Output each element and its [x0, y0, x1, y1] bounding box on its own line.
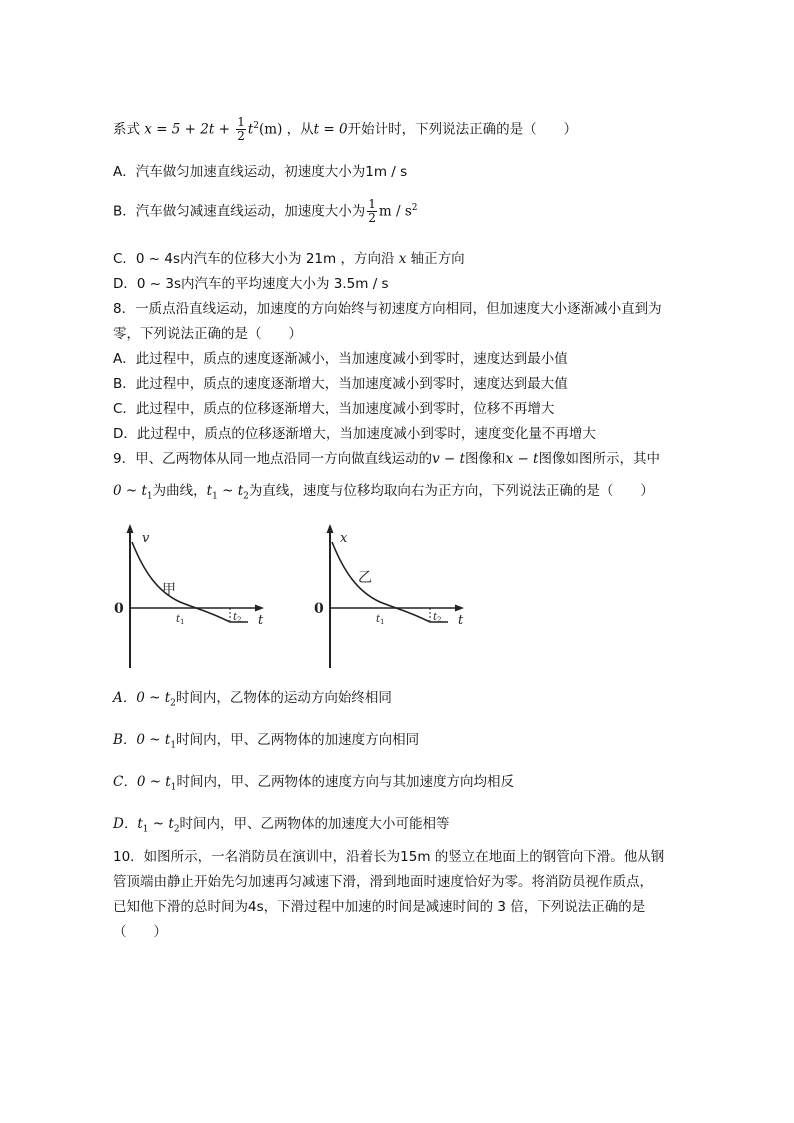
x-axis-label: t [458, 613, 464, 628]
q7-option-c-end: 轴正方向 [410, 251, 465, 267]
q9-t2: ~ t [217, 483, 244, 499]
q7-formula-part: x = 5 + 2t + [144, 121, 235, 138]
q7-formula-unit: (m) [259, 121, 283, 138]
option-range: A．0 ~ t [113, 690, 171, 706]
q10-stem-line-1: 10．如图所示，一名消防员在演训中，沿着长为15m 的竖立在地面上的钢管向下滑。他从钢 [113, 849, 665, 865]
q7-stem-mid: ，从 [286, 121, 314, 138]
t1-label: $t_1$ [376, 614, 385, 626]
t2-label: $t_2$ [233, 612, 242, 624]
y-axis-label: v [142, 531, 150, 546]
vt-graph [114, 522, 273, 672]
option-text: 时间内，甲、乙两物体的加速度大小可能相等 [179, 816, 450, 832]
q8-option-a: A．此过程中，质点的速度逐渐减小，当加速度减小到零时，速度达到最小值 [113, 351, 568, 367]
subscript: 2 [243, 491, 249, 502]
q7-stem-prefix: 系式 [113, 121, 140, 138]
q9-stem-line-2 [113, 481, 654, 507]
origin-label: 0 [114, 601, 124, 617]
q7-option-c-text: C．0 ~ 4s内汽车的位移大小为 21m ，方向沿 [113, 251, 395, 267]
x-axis-arrow [455, 605, 464, 612]
q7-stem-suffix: 开始计时，下列说法正确的是（ ） [347, 121, 578, 138]
q7-t0: t = 0 [313, 121, 348, 138]
q8-option-c: C．此过程中，质点的位移逐渐增大，当加速度减小到零时，位移不再增大 [113, 401, 555, 417]
fraction-numerator: 1 [237, 115, 245, 129]
q9-vt: v − t [432, 451, 466, 467]
q9-option-a [113, 688, 392, 714]
fraction-numerator: 1 [368, 197, 376, 211]
subscript: 1 [170, 782, 177, 793]
q7-option-c-x: x [398, 251, 407, 267]
fraction-denominator: 2 [368, 211, 376, 225]
option-range: ~ t [148, 816, 174, 832]
q10-stem-line-4: （ ） [113, 924, 167, 940]
subscript: 2 [173, 824, 180, 835]
q8-option-b: B．此过程中，质点的速度逐渐增大，当加速度减小到零时，速度达到最大值 [113, 376, 568, 392]
x-axis-label: t [258, 613, 264, 628]
option-range: D．t [113, 816, 143, 832]
q9-stem-text: 图像如图所示，其中 [538, 451, 660, 467]
option-range: B．0 ~ t [113, 732, 171, 748]
q9-option-b [113, 730, 419, 756]
q10-stem-line-3: 已知他下滑的总时间为4s，下滑过程中加速的时间是减速时间的 3 倍，下列说法正确的是 [113, 899, 646, 915]
q9-stem-line-1 [113, 449, 660, 469]
q7-option-b-exponent: 2 [411, 203, 418, 213]
y-axis-arrow [327, 524, 334, 533]
q8-option-d: D．此过程中，质点的位移逐渐增大，当加速度减小到零时，速度变化量不再增大 [113, 426, 596, 442]
curve-label-jia: 甲 [162, 582, 176, 598]
curve-jia [132, 542, 230, 622]
option-range: C．0 ~ t [113, 774, 171, 790]
q9-range-0-t1: 0 ~ t [113, 483, 147, 499]
xt-graph [314, 522, 473, 672]
q9-stem-text: 为曲线， [152, 483, 207, 499]
option-text: 时间内，甲、乙两物体的加速度方向相同 [176, 732, 420, 748]
q10-stem-line-2: 管顶端由静止开始先匀加速再匀减速下滑，滑到地面时速度恰好为零。将消防员视作质点， [113, 874, 653, 890]
q7-option-b-unit: m / s [378, 203, 412, 220]
subscript: 1 [142, 824, 149, 835]
x-axis-arrow [255, 605, 264, 612]
q7-option-c [113, 249, 465, 269]
q9-stem-text: 图像和 [465, 451, 506, 467]
y-axis-label: x [340, 531, 348, 546]
q9-stem-text: 9．甲、乙两物体从同一地点沿同一方向做直线运动的 [113, 451, 433, 467]
q7-option-d: D．0 ~ 3s内汽车的平均速度大小为 3.5m / s [113, 276, 389, 292]
q9-t1: t [206, 483, 213, 499]
q7-option-a: A．汽车做匀加速直线运动，初速度大小为1m / s [113, 164, 408, 180]
q7-formula-t: t [247, 121, 254, 138]
t1-label: $t_1$ [176, 614, 185, 626]
fraction-denominator: 2 [237, 129, 245, 143]
subscript: 1 [170, 740, 177, 751]
curve-label-yi: 乙 [358, 570, 372, 586]
q8-stem-line-1: 8．一质点沿直线运动，加速度的方向始终与初速度方向相同，但加速度大小逐渐减小直到为 [113, 301, 662, 317]
option-text: 时间内，甲、乙两物体的速度方向与其加速度方向均相反 [176, 774, 514, 790]
subscript: 1 [212, 491, 218, 502]
origin-label: 0 [314, 601, 324, 617]
q7-formula-fraction [236, 116, 246, 143]
q9-stem-text: 为直线，速度与位移均取向右为正方向，下列说法正确的是（ ） [248, 483, 654, 499]
q9-option-c [113, 772, 514, 798]
subscript: 1 [146, 491, 153, 502]
y-axis-arrow [127, 524, 134, 533]
curve-yi [332, 542, 430, 622]
option-text: 时间内，乙物体的运动方向始终相同 [175, 690, 392, 706]
q9-xt: x − t [505, 451, 539, 467]
t2-label: $t_2$ [433, 612, 442, 624]
q7-option-b [113, 198, 418, 225]
q7-formula-exponent: 2 [253, 121, 260, 131]
q7-option-b-text: B．汽车做匀减速直线运动，加速度大小为 [113, 203, 366, 220]
q7-stem [113, 116, 577, 143]
q9-option-d [113, 814, 450, 840]
q8-stem-line-2: 零，下列说法正确的是（ ） [113, 326, 302, 342]
subscript: 2 [170, 698, 176, 709]
q7-option-b-fraction [367, 198, 377, 225]
